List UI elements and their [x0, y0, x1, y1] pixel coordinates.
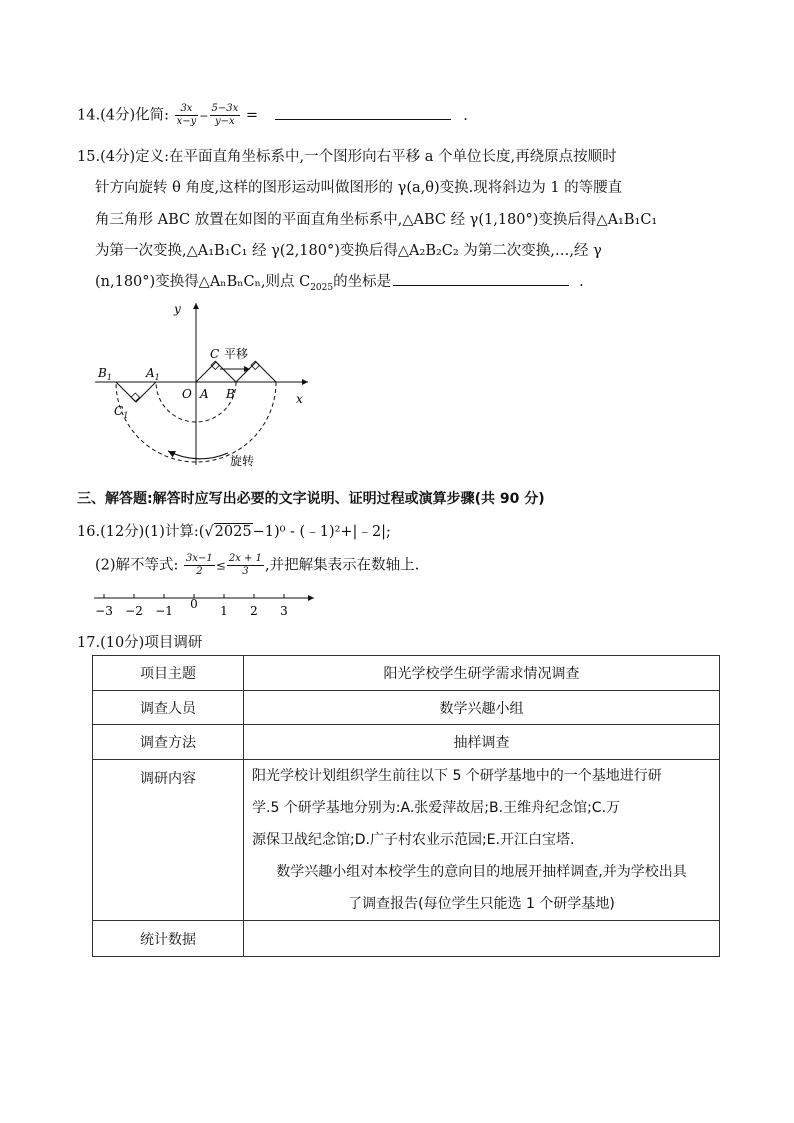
q14-frac2-den: y−x: [215, 116, 235, 127]
rotation-arrow-arc: [168, 451, 228, 459]
q16-part1-label: (1)计算:: [144, 524, 199, 540]
label-b: B: [226, 387, 235, 401]
q15-points: (4分): [100, 149, 136, 165]
survey-table: [92, 655, 720, 957]
label-c: C: [210, 347, 220, 361]
q14-frac1-den: x−y: [176, 116, 197, 127]
content-line: 学.5 个研学基地分别为:A.张爱萍故居;B.王维舟纪念馆;C.万: [252, 800, 621, 816]
row-value: 数学兴趣小组: [244, 691, 720, 725]
number-line-tick-label: 1: [220, 604, 228, 618]
q16-line-2: [95, 553, 419, 578]
row-value: 阳光学校学生研学需求情况调查: [244, 656, 720, 691]
q15-text-5a: (n,180°)变换得△AₙBₙCₙ,则点 C: [95, 274, 311, 290]
table-row: [93, 921, 720, 957]
section-3-title: 三、解答题:解答时应写出必要的文字说明、证明过程或演算步骤(共 90 分): [77, 491, 545, 507]
q14-fraction-1: [175, 103, 199, 128]
table-row: [93, 725, 720, 760]
q15-line-2: 针方向旋转 θ 角度,这样的图形运动叫做图形的 γ(a,θ)变换.现将斜边为 1 的等腰直: [95, 180, 623, 196]
q16-ineq-right-den: 3: [242, 566, 249, 577]
q17-line: [77, 631, 202, 652]
q14-points: (4分): [100, 107, 136, 124]
q16-part2-tail: ,并把解集表示在数轴上.: [264, 557, 420, 574]
q16-part2-label: (2)解不等式:: [95, 557, 179, 574]
q16-expr-a: (√: [198, 524, 214, 540]
number-line-tick-label: 3: [280, 604, 288, 618]
content-line: 数学兴趣小组对本校学生的意向目的地展开抽样调查,并为学校出具: [276, 864, 687, 880]
q15-figure: [90, 295, 320, 475]
q15-text-1: 定义:在平面直角坐标系中,一个图形向右平移 a 个单位长度,再绕原点按顺时: [135, 149, 617, 165]
q16-sqrt-arg: 2025: [214, 524, 252, 540]
content-line: 阳光学校计划组织学生前往以下 5 个研学基地中的一个基地进行研: [252, 768, 662, 784]
q14-prompt: 化简:: [135, 107, 169, 124]
y-axis-label: y: [174, 302, 181, 316]
q16-ineq-left-den: 2: [196, 566, 203, 577]
content-label: 调研内容: [93, 760, 244, 921]
number-line-tick-label: 2: [250, 604, 258, 618]
number-line-tick-label: 0: [190, 597, 198, 611]
q16-line-1: [77, 520, 391, 541]
q16-ineq-right: [227, 553, 264, 578]
q14-answer-blank[interactable]: [275, 107, 451, 120]
number-line: [90, 588, 322, 620]
label-a1: $A_1$: [146, 366, 160, 382]
q17-number: 17.: [77, 635, 101, 651]
content-line: 源保卫战纪念馆;D.广子村农业示范园;E.开江白宝塔.: [252, 832, 575, 848]
q15-text-5b: 的坐标是: [333, 274, 392, 290]
q14-equals: =: [245, 107, 259, 124]
q16-points: (12分): [100, 524, 145, 540]
q16-expr-c: ⁰ - (﹣1)²+|﹣2|;: [279, 524, 391, 540]
triangle-a1b1c1: [116, 382, 156, 402]
triangle-translated: [236, 362, 276, 382]
q15-text-5sub: 2025: [310, 282, 334, 293]
q16-number: 16.: [77, 524, 101, 540]
q16-ineq-sign: ≤: [215, 558, 226, 573]
content-line: 了调查报告(每位学生只能选 1 个研学基地): [348, 896, 615, 912]
q15-line-5: [95, 270, 584, 293]
q16-ineq-left: [184, 553, 215, 578]
rotate-label: 旋转: [230, 454, 255, 468]
label-a: A: [200, 387, 209, 401]
q14-line: [77, 103, 468, 128]
number-line-tick-label: −1: [155, 604, 173, 618]
q15-answer-blank[interactable]: [393, 273, 569, 286]
table-row-content: [93, 760, 720, 921]
q15-end: .: [579, 274, 584, 290]
q15-line-4: 为第一次变换,△A₁B₁C₁ 经 γ(2,180°)变换后得△A₂B₂C₂ 为第二次变换,…,经 γ: [95, 243, 602, 259]
table-row: [93, 691, 720, 725]
q16-ineq-left-num: 3x−1: [186, 553, 213, 564]
label-b1: $B_1$: [98, 366, 112, 382]
number-line-tick-label: −2: [125, 604, 143, 618]
content-cell: [244, 760, 720, 921]
row-value: 抽样调查: [244, 725, 720, 760]
q17-title: 项目调研: [144, 635, 203, 651]
stats-value: [244, 921, 720, 957]
origin-label: O: [182, 387, 192, 401]
x-axis-label: x: [296, 392, 303, 406]
q14-fraction-2: [210, 103, 241, 128]
q14-number: 14.: [77, 107, 101, 124]
translate-label: 平移: [224, 347, 249, 361]
label-c1: $C_1$: [114, 404, 129, 420]
q14-frac1-num: 3x: [175, 103, 199, 116]
q14-end: .: [463, 107, 468, 124]
table-row: [93, 656, 720, 691]
stats-label: 统计数据: [93, 921, 244, 957]
q16-ineq-right-num: 2x + 1: [228, 553, 262, 564]
q17-points: (10分): [100, 635, 145, 651]
triangle-abc: [196, 362, 236, 382]
q15-number: 15.: [77, 149, 101, 165]
q14-frac2-num: 5−3x: [211, 103, 239, 114]
q14-minus: −: [199, 109, 209, 123]
q15-line-3: 角三角形 ABC 放置在如图的平面直角坐标系中,△ABC 经 γ(1,180°)变换后得△A₁B₁C₁: [95, 212, 658, 228]
row-label: 项目主题: [93, 656, 244, 691]
number-line-tick-label: −3: [95, 604, 113, 618]
q16-expr-b: −1): [252, 524, 280, 540]
row-label: 调查方法: [93, 725, 244, 760]
row-label: 调查人员: [93, 691, 244, 725]
q15-line-1: [77, 145, 617, 166]
